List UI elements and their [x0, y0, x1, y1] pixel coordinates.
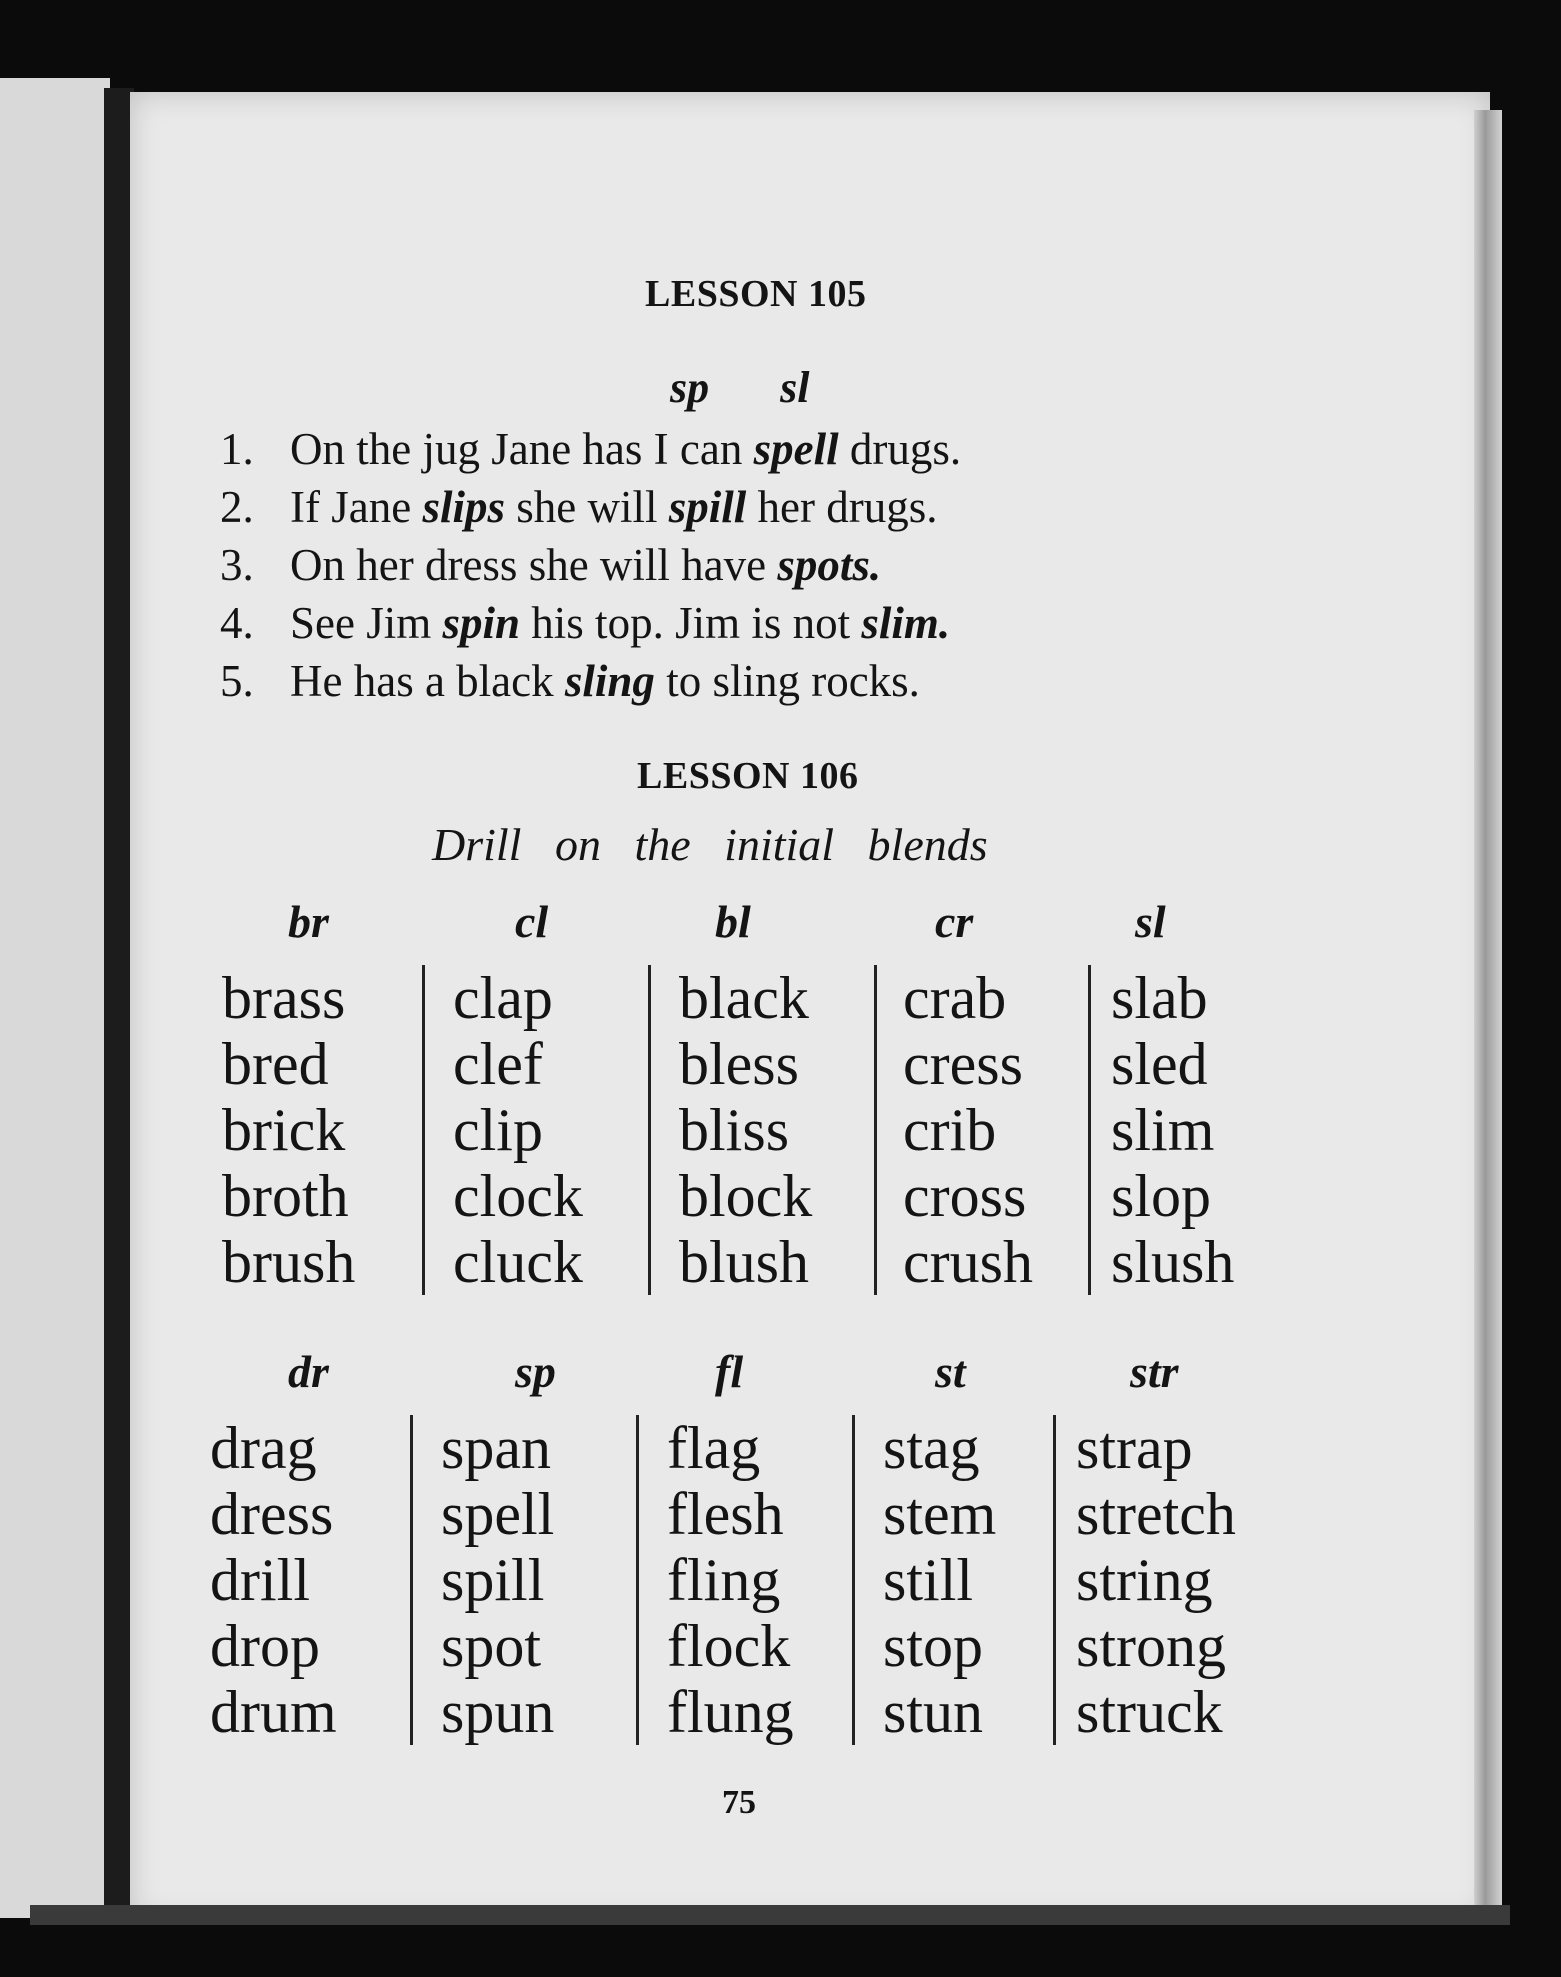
- drill-word: stretch: [1076, 1481, 1236, 1547]
- drill-word: stag: [883, 1415, 980, 1481]
- drill-word: drop: [210, 1613, 320, 1679]
- drill-word: cress: [903, 1031, 1023, 1097]
- drill-word: black: [679, 965, 809, 1031]
- drill-word: flock: [667, 1613, 791, 1679]
- drill-word: clock: [453, 1163, 583, 1229]
- drill-word: flag: [667, 1415, 761, 1481]
- lesson-106-title: LESSON 106: [637, 755, 859, 797]
- drill-word: struck: [1076, 1679, 1223, 1745]
- drill-word: bless: [679, 1031, 799, 1097]
- drill-word: brick: [222, 1097, 346, 1163]
- word-column: [648, 965, 874, 1295]
- word-columns: [210, 1415, 1310, 1745]
- drill-word: span: [441, 1415, 551, 1481]
- word-column: [1053, 1415, 1286, 1745]
- column-header: dr: [288, 1346, 329, 1397]
- column-header: cr: [935, 896, 974, 947]
- word-columns: [210, 965, 1310, 1295]
- word-column: [636, 1415, 852, 1745]
- sentence-text: she will: [504, 482, 669, 532]
- drill-word: drag: [210, 1415, 317, 1481]
- column-header-row: [210, 1345, 1310, 1415]
- column-header: str: [1130, 1346, 1179, 1397]
- drill-word: spell: [441, 1481, 555, 1547]
- column-header: sp: [515, 1346, 556, 1397]
- page-stack-edge: [1474, 110, 1502, 1910]
- sentence-text: If Jane: [290, 482, 423, 532]
- drill-word: strap: [1076, 1415, 1193, 1481]
- word-column: [1088, 965, 1281, 1295]
- sentence-emphasis: slips: [422, 482, 505, 532]
- drill-word: clip: [453, 1097, 543, 1163]
- drill-word: drum: [210, 1679, 337, 1745]
- sentence-emphasis: spin: [442, 598, 521, 648]
- drill-word: crab: [903, 965, 1007, 1031]
- sentence-number: 5.: [220, 656, 254, 706]
- drill-word: block: [679, 1163, 813, 1229]
- drill-word: dress: [210, 1481, 334, 1547]
- drill-word: string: [1076, 1547, 1213, 1613]
- sentence-text: On her dress she will have: [290, 540, 778, 590]
- sentence-text: her drugs.: [746, 482, 938, 532]
- column-header: st: [935, 1346, 966, 1397]
- drill-word: bred: [222, 1031, 329, 1097]
- drill-word: blush: [679, 1229, 810, 1295]
- drill-word: cross: [903, 1163, 1027, 1229]
- sentence: [220, 478, 1320, 536]
- drill-word: spot: [441, 1613, 542, 1679]
- word-column: [874, 965, 1088, 1295]
- sentence-text: his top. Jim is not: [520, 598, 862, 648]
- sentence: [220, 652, 1320, 710]
- sentence-number: 1.: [220, 424, 254, 474]
- word-column: [410, 1415, 636, 1745]
- drill-word: crush: [903, 1229, 1033, 1295]
- drill-word: crib: [903, 1097, 997, 1163]
- drill-word: slop: [1111, 1163, 1212, 1229]
- lesson-105-blends: sp sl: [670, 363, 810, 412]
- sentence-emphasis: slim.: [861, 598, 951, 648]
- column-header: sl: [1135, 896, 1166, 947]
- drill-word: broth: [222, 1163, 349, 1229]
- sentence-emphasis: sling: [564, 656, 655, 706]
- sentence-number: 2.: [220, 482, 254, 532]
- sentence-emphasis: spill: [668, 482, 747, 532]
- drill-word: spill: [441, 1547, 545, 1613]
- word-column: [852, 1415, 1053, 1745]
- drill-word: stem: [883, 1481, 997, 1547]
- blend-drill-group-2: [210, 1345, 1310, 1745]
- drill-word: drill: [210, 1547, 310, 1613]
- word-column: [210, 965, 422, 1295]
- drill-word: clef: [453, 1031, 543, 1097]
- drill-word: fling: [667, 1547, 781, 1613]
- sentence: [220, 420, 1320, 478]
- sentence-number: 3.: [220, 540, 254, 590]
- drill-word: flesh: [667, 1481, 784, 1547]
- drill-word: stop: [883, 1613, 984, 1679]
- drill-word: spun: [441, 1679, 555, 1745]
- column-header: br: [288, 896, 329, 947]
- sentence-emphasis: spots.: [777, 540, 882, 590]
- drill-word: brush: [222, 1229, 356, 1295]
- column-header: fl: [715, 1346, 744, 1397]
- column-header-row: [210, 895, 1310, 965]
- word-column: [422, 965, 648, 1295]
- sentence-text: to sling rocks.: [654, 656, 920, 706]
- column-header: cl: [515, 896, 549, 947]
- drill-word: clap: [453, 965, 553, 1031]
- drill-word: slim: [1111, 1097, 1215, 1163]
- facing-page-edge: [0, 78, 110, 1918]
- book-bottom-edge: [30, 1905, 1510, 1925]
- sentence-list: [220, 420, 1320, 710]
- sentence: [220, 594, 1320, 652]
- drill-word: bliss: [679, 1097, 790, 1163]
- page-number: 75: [722, 1784, 756, 1821]
- sentence-text: drugs.: [838, 424, 962, 474]
- drill-word: flung: [667, 1679, 794, 1745]
- drill-word: still: [883, 1547, 974, 1613]
- lesson-106-subtitle: Drill on the initial blends: [432, 819, 988, 870]
- sentence-number: 4.: [220, 598, 254, 648]
- drill-word: stun: [883, 1679, 984, 1745]
- drill-word: cluck: [453, 1229, 583, 1295]
- sentence-text: On the jug Jane has I can: [290, 424, 754, 474]
- drill-word: slab: [1111, 965, 1208, 1031]
- word-column: [210, 1415, 410, 1745]
- drill-word: slush: [1111, 1229, 1235, 1295]
- sentence-emphasis: spell: [753, 424, 839, 474]
- sentence-text: He has a black: [290, 656, 565, 706]
- lesson-105-title: LESSON 105: [645, 273, 867, 315]
- blend-drill-group-1: [210, 895, 1310, 1295]
- drill-word: brass: [222, 965, 346, 1031]
- column-header: bl: [715, 896, 751, 947]
- drill-word: strong: [1076, 1613, 1226, 1679]
- sentence: [220, 536, 1320, 594]
- drill-word: sled: [1111, 1031, 1208, 1097]
- sentence-text: See Jim: [290, 598, 443, 648]
